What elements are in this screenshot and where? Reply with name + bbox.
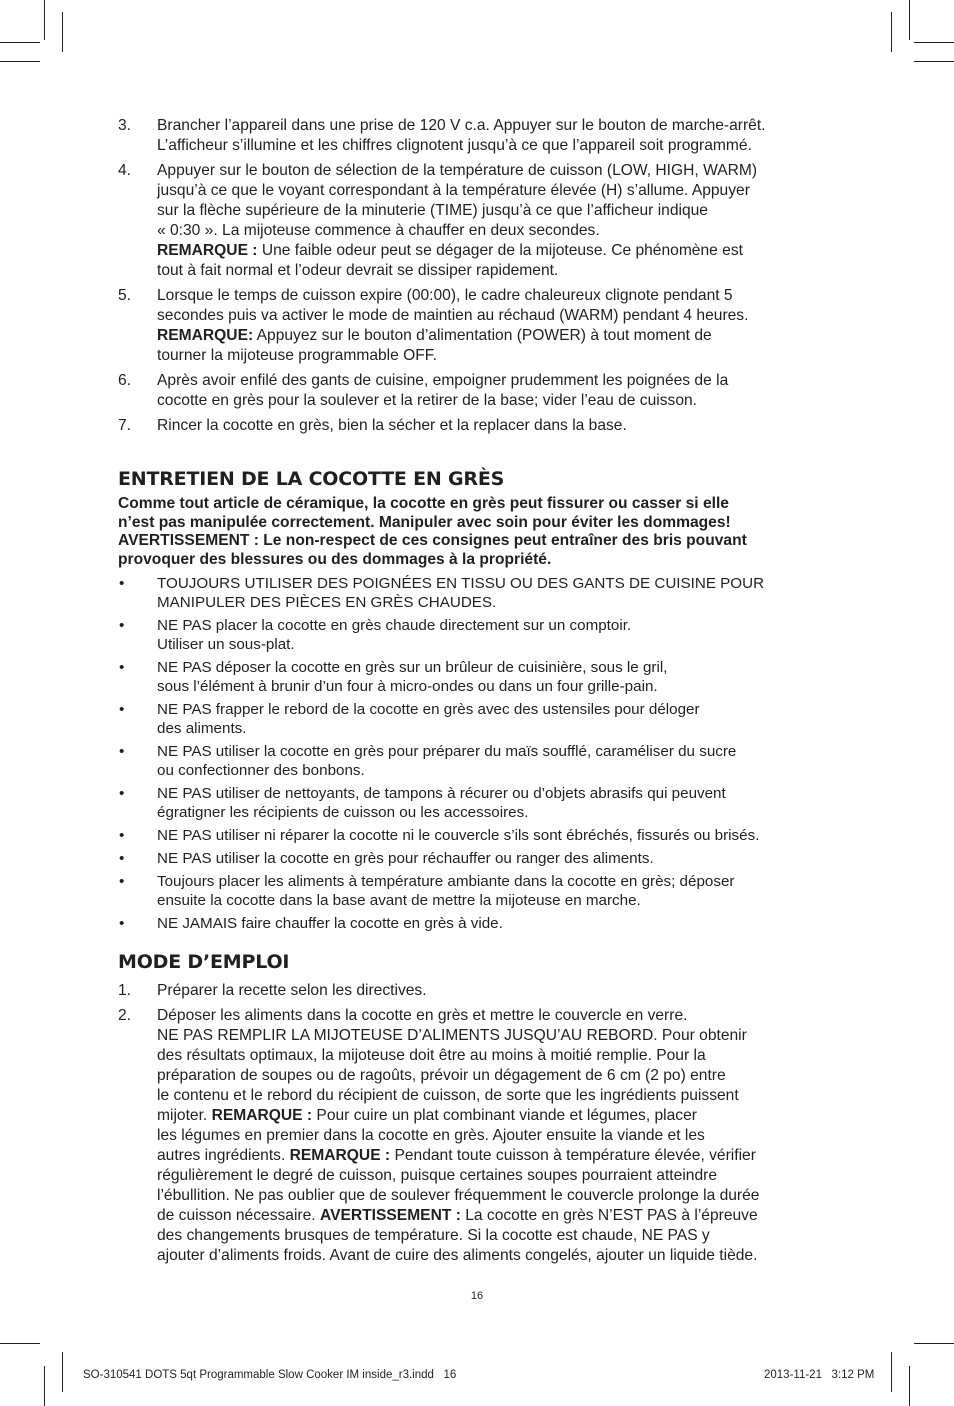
usage-steps-list (118, 981, 838, 1266)
bullet: • (119, 575, 125, 592)
list-item: • NE PAS utiliser la cocotte en grès pour réchauffer ou ranger des aliments. (119, 850, 654, 867)
inline-label: REMARQUE : (289, 1147, 391, 1164)
crop-mark (914, 1343, 954, 1344)
crop-mark (0, 1343, 40, 1344)
crop-mark (891, 12, 892, 52)
list-item: • TOUJOURS UTILISER DES POIGNÉES EN TISSU OU DES GANTS DE CUISINE POUR MANIPULER DES PIÈCES EN GRÈS CHAUDES. (119, 575, 765, 611)
bullet: • (119, 617, 125, 634)
bullet: • (119, 915, 125, 932)
step-number: 6. (118, 372, 132, 389)
list-item: 2. Déposer les aliments dans la cocotte en grès et mettre le couvercle en verre. NE PAS REMPLIR LA MIJOTEUSE D’ALIMENTS JUSQU’AU REBORD. Pour obtenir des résultats optimaux, la mijoteuse doit être au moins à moitié remplie. Pour la préparation de soupes ou de ragoûts, prévoir un dégagement de 6 cm (2 po) entre le contenu et le rebord du récipient de cuisson, de sorte que les ingrédients puissent mijoter. REMARQUE : Pour cuire un plat combinant viande et légumes, placer les légumes en premier dans la cocotte en grès. Ajouter ensuite la viande et les autres ingrédients. REMARQUE : Pendant toute cuisson à température élevée, vérifier régulièrement le degré de cuisson, puisque certaines soupes pourraient atteindre l’ébullition. Ne pas oublier que de soulever fréquemment le couvercle prolonge la durée de cuisson nécessaire. AVERTISSEMENT : La cocotte en grès N’EST PAS à l’épreuve des changements brusques de température. Si la cocotte est chaude, NE PAS y ajouter d’aliments froids. Avant de cuire des aliments congelés, ajouter un liquide tiède. (118, 1007, 760, 1264)
care-bullet-list (118, 574, 838, 933)
bullet: • (119, 701, 125, 718)
crop-mark (62, 12, 63, 52)
crop-mark (909, 1366, 910, 1406)
list-item: 1. Préparer la recette selon les directives. (118, 982, 427, 999)
bullet: • (119, 873, 125, 890)
list-item: 4. Appuyer sur le bouton de sélection de la température de cuisson (LOW, HIGH, WARM) jusqu’à ce que le voyant correspondant à la température élevée (H) s’allume. Appuyer sur la flèche supérieure de la minuterie (TIME) jusqu’à ce que l’afficheur indique « 0:30 ». La mijoteuse commence à chauffer en deux secondes. REMARQUE : Une faible odeur peut se dégager de la mijoteuse. Ce phénomène est tout à fait normal et l’odeur devrait se dissiper rapidement. (118, 161, 838, 281)
crop-mark (909, 0, 910, 40)
list-item: 5. Lorsque le temps de cuisson expire (00:00), le cadre chaleureux clignote pendant 5 secondes puis va activer le mode de maintien au réchaud (WARM) pendant 4 heures. REMARQUE: Appuyez sur le bouton d’alimentation (POWER) à tout moment de tourner la mijoteuse programmable OFF. (118, 286, 838, 366)
date-slug: 2013-11-21 3:12 PM (764, 1369, 875, 1381)
page-content (118, 116, 838, 1271)
top-steps-list (118, 116, 838, 436)
inline-label: AVERTISSEMENT : (319, 1207, 461, 1224)
crop-mark (891, 1352, 892, 1392)
care-intro: Comme tout article de céramique, la cocotte en grès peut fissurer ou casser si elle n’est pas manipulée correctement. Manipuler avec soin pour éviter les dommages! AVERTISSEMENT : Le non-respect de ces consignes peut entraîner des bris pouvant provoquer des blessures ou des dommages à la propriété. (118, 495, 747, 568)
list-item: 6. Après avoir enfilé des gants de cuisine, empoigner prudemment les poignées de la cocotte en grès pour la soulever et la retirer de la base; vider l’eau de cuisson. (118, 372, 729, 409)
list-item: • NE PAS utiliser la cocotte en grès pour préparer du maïs soufflé, caraméliser du sucre ou confectionner des bonbons. (119, 743, 737, 779)
step-number: 7. (118, 417, 132, 434)
crop-mark (62, 1352, 63, 1392)
list-item: • Toujours placer les aliments à température ambiante dans la cocotte en grès; déposer ensuite la cocotte dans la base avant de mettre la mijoteuse en marche. (119, 873, 735, 909)
crop-mark (44, 0, 45, 40)
list-item: • NE PAS utiliser ni réparer la cocotte ni le couvercle s’ils sont ébréchés, fissurés ou brisés. (119, 827, 760, 844)
file-slug: SO-310541 DOTS 5qt Programmable Slow Cooker IM inside_r3.indd 16 (83, 1369, 457, 1381)
note-line: REMARQUE : Une faible odeur peut se dégager de la mijoteuse. Ce phénomène est (157, 242, 743, 259)
inline-label: REMARQUE : (211, 1107, 313, 1124)
bullet: • (119, 743, 125, 760)
crop-mark (914, 61, 954, 62)
list-item: • NE PAS utiliser de nettoyants, de tampons à récurer ou d’objets abrasifs qui peuvent égratigner les récipients de cuisson ou les accessoires. (119, 785, 726, 821)
crop-mark (0, 42, 40, 43)
list-item: • NE PAS placer la cocotte en grès chaude directement sur un comptoir. Utiliser un sous-plat. (119, 617, 632, 653)
list-item: • NE PAS frapper le rebord de la cocotte en grès avec des ustensiles pour déloger des aliments. (119, 701, 700, 737)
usage-section-title: MODE D’EMPLOI (118, 951, 290, 973)
step-number: 2. (118, 1007, 132, 1024)
bullet: • (119, 827, 125, 844)
step-number: 1. (118, 982, 132, 999)
crop-mark (914, 42, 954, 43)
bullet: • (119, 659, 125, 676)
list-item: 3. Brancher l’appareil dans une prise de 120 V c.a. Appuyer sur le bouton de marche-arrêt. L’afficheur s’illumine et les chiffres clignotent jusqu’à ce que l’appareil soit programmé. (118, 117, 766, 154)
note-label: REMARQUE : (157, 242, 258, 259)
note-label: REMARQUE: (157, 327, 254, 344)
crop-mark (0, 61, 40, 62)
step-number: 5. (118, 287, 132, 304)
list-item: • NE PAS déposer la cocotte en grès sur un brûleur de cuisinière, sous le gril, sous l’élément à brunir d’un four à micro-ondes ou dans un four grille-pain. (119, 659, 668, 695)
note-line: REMARQUE: Appuyez sur le bouton d’alimentation (POWER) à tout moment de (157, 327, 712, 344)
step-number: 4. (118, 162, 132, 179)
step-number: 3. (118, 117, 132, 134)
list-item: 7. Rincer la cocotte en grès, bien la sécher et la replacer dans la base. (118, 417, 627, 434)
bullet: • (119, 850, 125, 867)
bullet: • (119, 785, 125, 802)
page-number: 16 (470, 1290, 484, 1302)
crop-mark (44, 1366, 45, 1406)
care-section-title: ENTRETIEN DE LA COCOTTE EN GRÈS (118, 468, 505, 490)
list-item: • NE JAMAIS faire chauffer la cocotte en grès à vide. (119, 915, 503, 932)
